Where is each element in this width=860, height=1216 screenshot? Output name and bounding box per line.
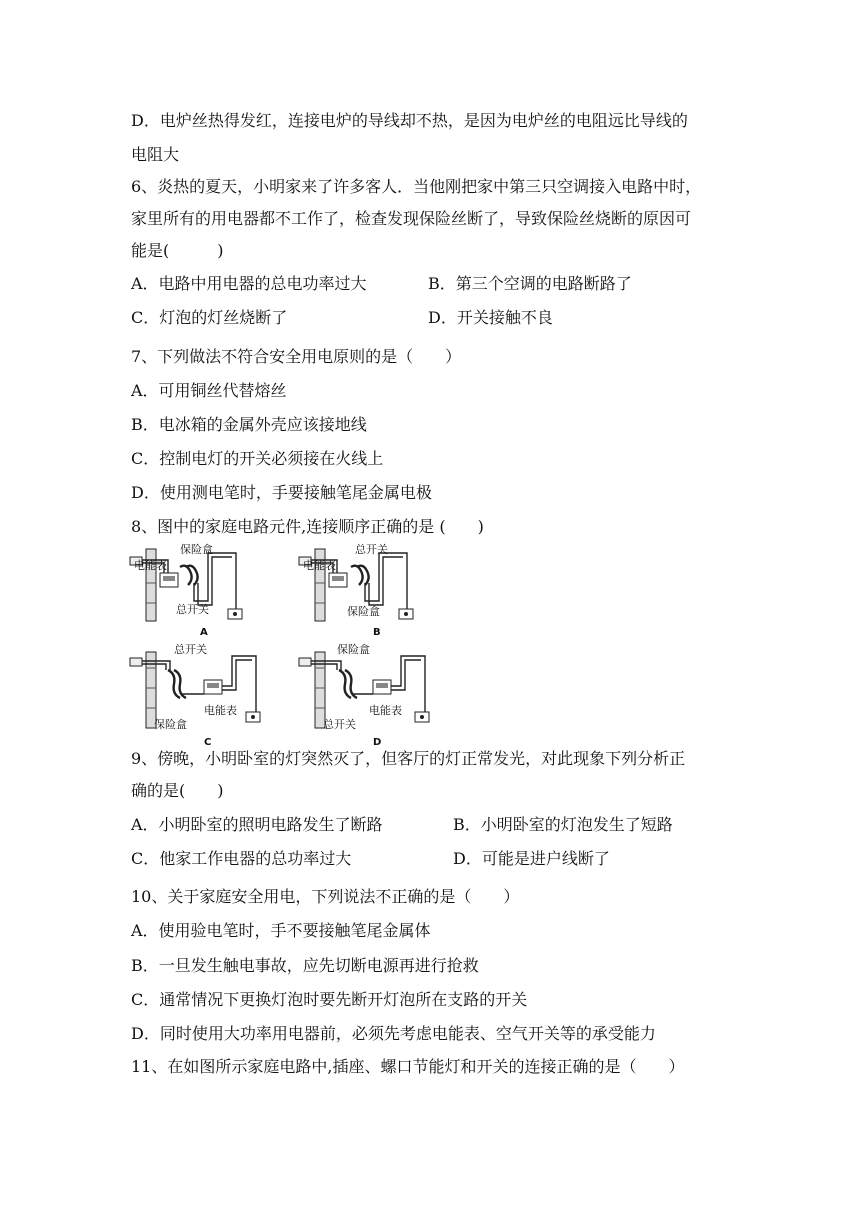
svg-text:总开关: 总开关 xyxy=(174,643,207,656)
q10-option-d: D．同时使用大功率用电器前，必须先考虑电能表、空气开关等的承受能力 xyxy=(131,1024,656,1043)
q6-option-b: B．第三个空调的电路断路了 xyxy=(428,274,632,293)
svg-text:电能表: 电能表 xyxy=(134,559,167,572)
svg-text:总开关: 总开关 xyxy=(176,603,209,616)
svg-text:电能表: 电能表 xyxy=(303,559,336,572)
svg-text:B: B xyxy=(373,627,381,638)
q9-stem-line1: 9、傍晚，小明卧室的灯突然灭了，但客厅的灯正常发光，对此现象下列分析正 xyxy=(131,749,686,768)
svg-text:保险盒: 保险盒 xyxy=(154,718,187,731)
q6-option-d: D．开关接触不良 xyxy=(428,308,553,327)
q11-stem: 11、在如图所示家庭电路中,插座、螺口节能灯和开关的连接正确的是（ ） xyxy=(131,1057,685,1076)
q6-stem-line1: 6、炎热的夏天，小明家来了许多客人．当他刚把家中第三只空调接入电路中时， xyxy=(131,177,702,196)
q6-stem-line3: 能是( ) xyxy=(131,241,224,260)
q9-stem-line2: 确的是( ) xyxy=(131,781,224,800)
svg-text:总开关: 总开关 xyxy=(323,718,356,731)
q7-option-b: B．电冰箱的金属外壳应该接地线 xyxy=(131,415,367,434)
switch-icon xyxy=(351,566,363,585)
svg-text:电能表: 电能表 xyxy=(369,704,402,717)
q6-option-a: A．电路中用电器的总电功率过大 xyxy=(131,274,367,293)
insulator-icon xyxy=(130,658,142,666)
q6-option-c: C．灯泡的灯丝烧断了 xyxy=(131,308,288,327)
insulator-icon xyxy=(299,658,311,666)
svg-text:总开关: 总开关 xyxy=(355,543,388,556)
q9-option-a: A．小明卧室的照明电路发生了断路 xyxy=(131,815,383,834)
q7-stem: 7、下列做法不符合安全用电原则的是（ ） xyxy=(131,347,462,366)
q8-figure-b xyxy=(297,543,437,639)
q10-stem: 10、关于家庭安全用电，下列说法不正确的是（ ） xyxy=(131,887,520,906)
svg-text:A: A xyxy=(200,627,208,638)
svg-text:保险盒: 保险盒 xyxy=(337,643,370,656)
svg-text:电能表: 电能表 xyxy=(204,704,237,717)
q8-figure-c xyxy=(128,642,268,748)
q7-option-a: A．可用铜丝代替熔丝 xyxy=(131,381,287,400)
q8-figure-d xyxy=(297,642,437,748)
svg-text:保险盒: 保险盒 xyxy=(347,605,380,618)
q10-option-b: B．一旦发生触电事故，应先切断电源再进行抢救 xyxy=(131,956,479,975)
q5-option-d-line1: D．电炉丝热得发红，连接电炉的导线却不热，是因为电炉丝的电阻远比导线的 xyxy=(131,111,688,130)
q7-option-c: C．控制电灯的开关必须接在火线上 xyxy=(131,449,384,468)
q7-option-d: D．使用测电笔时，手要接触笔尾金属电极 xyxy=(131,483,432,502)
q5-option-d-line2: 电阻大 xyxy=(131,145,180,164)
q9-option-c: C．他家工作电器的总功率过大 xyxy=(131,849,352,868)
q9-option-d: D．可能是进户线断了 xyxy=(453,849,610,868)
q8-stem: 8、图中的家庭电路元件,连接顺序正确的是 ( ) xyxy=(131,517,484,536)
q10-option-c: C．通常情况下更换灯泡时要先断开灯泡所在支路的开关 xyxy=(131,990,528,1009)
q8-figure-a xyxy=(128,543,268,639)
svg-text:C: C xyxy=(204,737,212,748)
svg-text:保险盒: 保险盒 xyxy=(180,543,213,556)
fuse-box-icon xyxy=(180,566,192,585)
q6-stem-line2: 家里所有的用电器都不工作了，检查发现保险丝断了，导致保险丝烧断的原因可 xyxy=(131,209,692,228)
q10-option-a: A．使用验电笔时，手不要接触笔尾金属体 xyxy=(131,921,431,940)
svg-text:D: D xyxy=(373,737,382,748)
q9-option-b: B．小明卧室的灯泡发生了短路 xyxy=(453,815,673,834)
